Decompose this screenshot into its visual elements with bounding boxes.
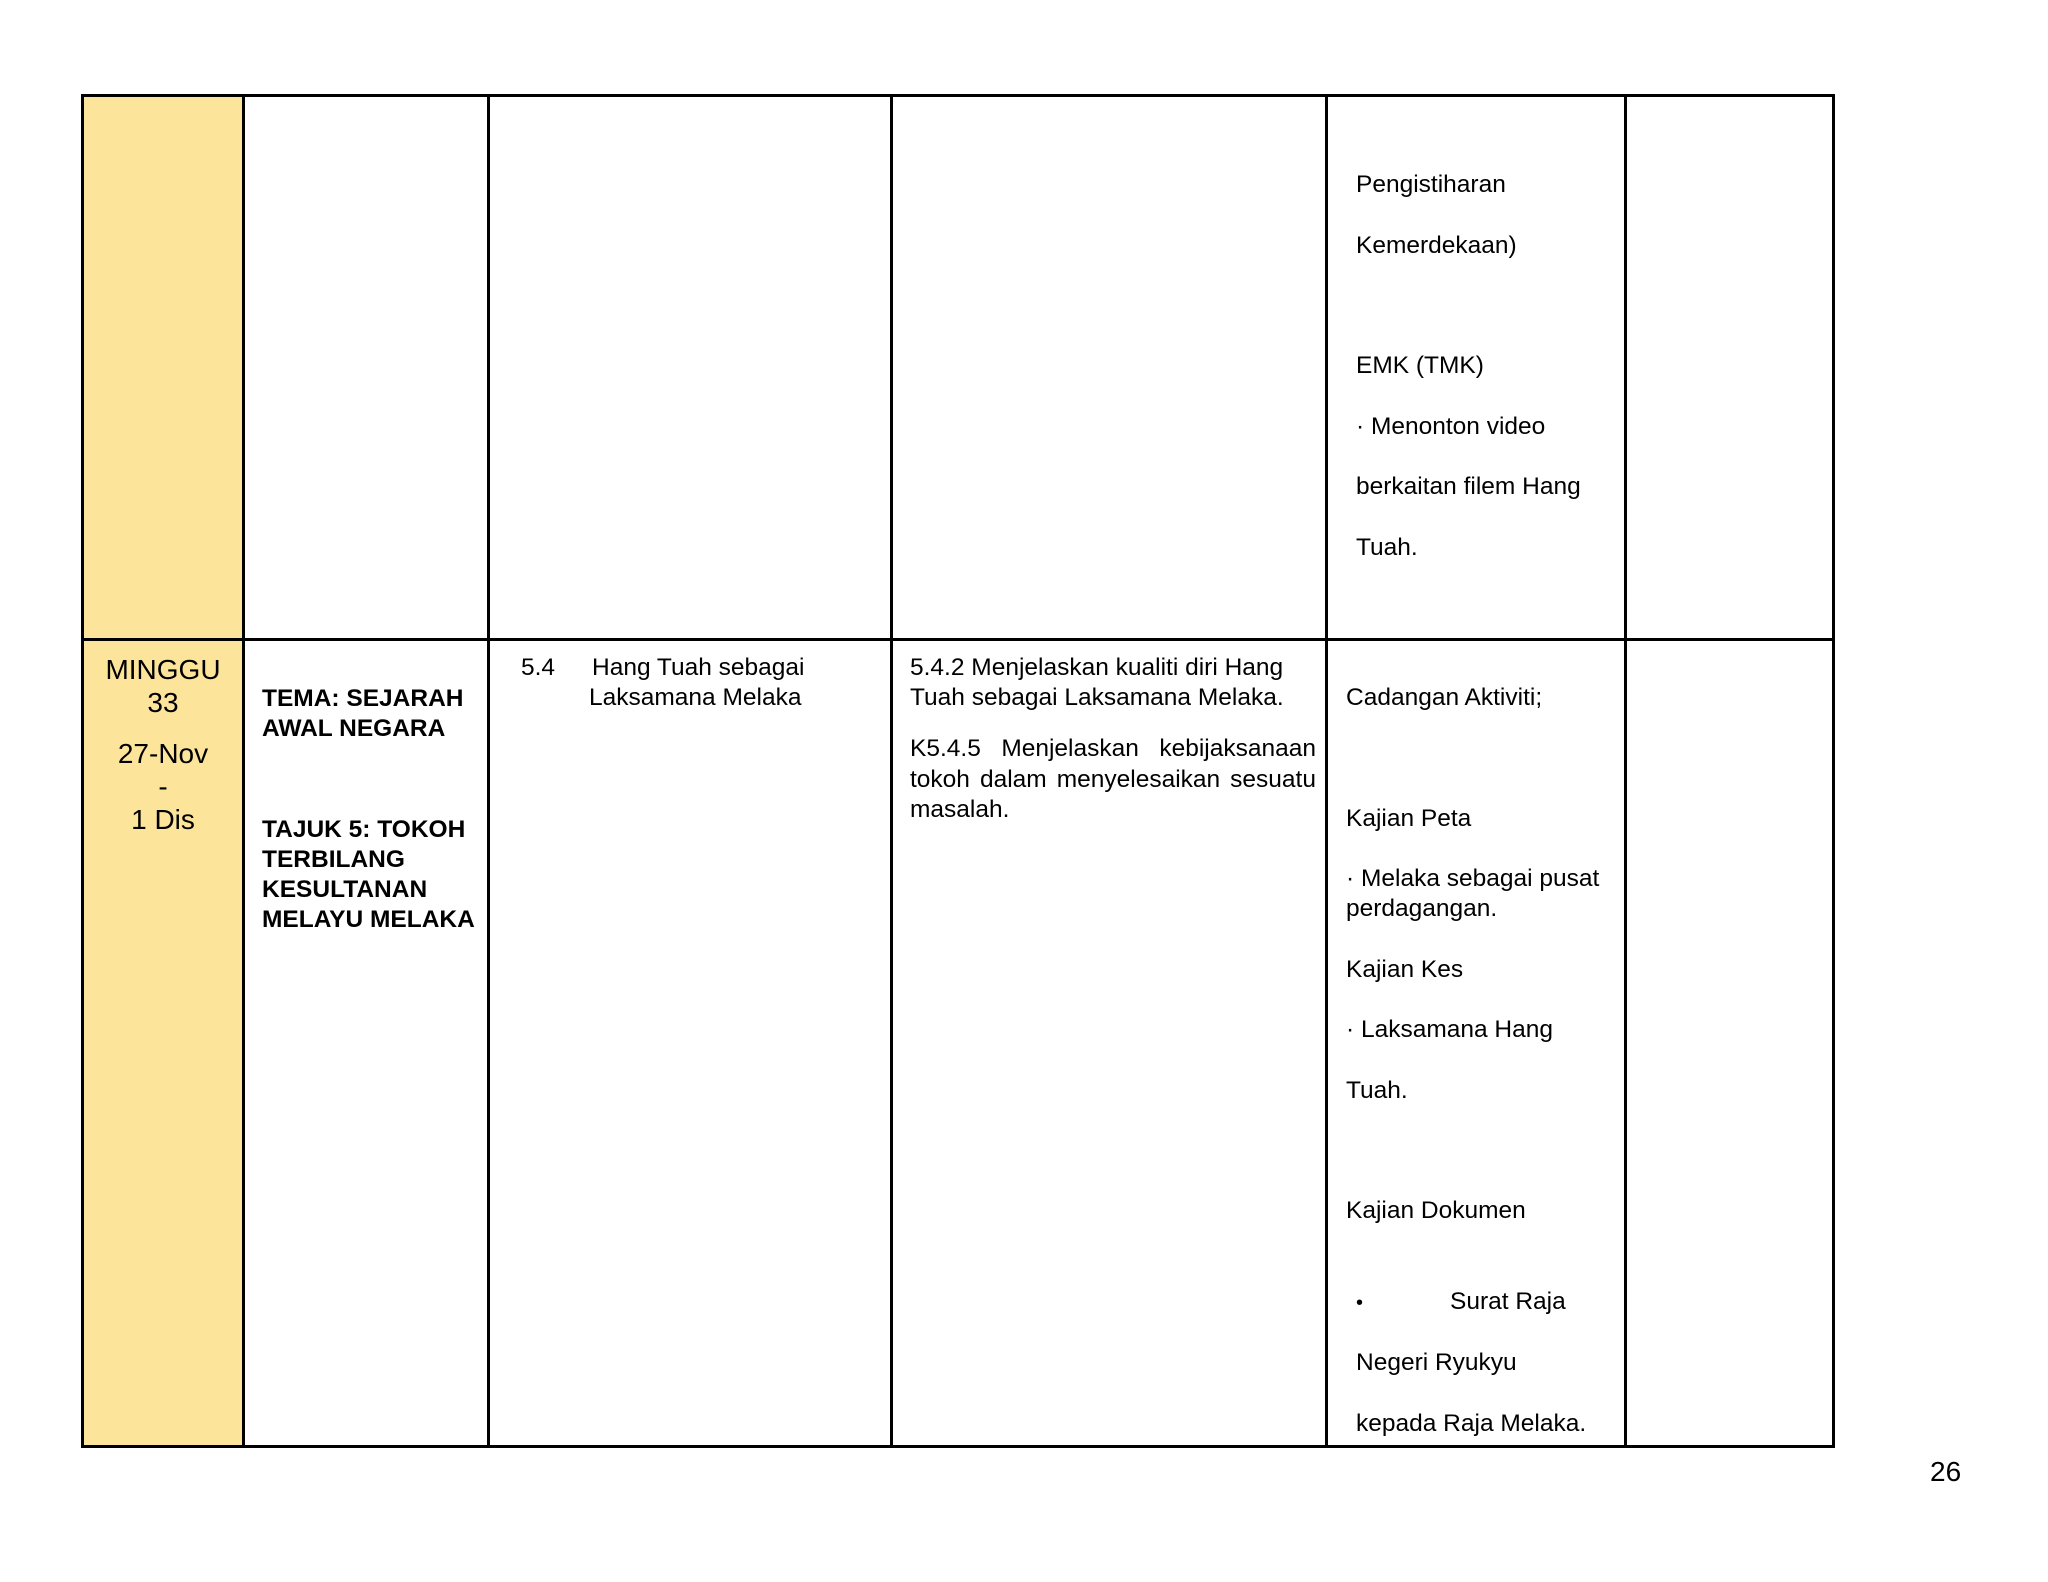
subtopic-title-line: Hang Tuah sebagai — [592, 654, 805, 681]
learning-standard-1: 5.4.2 Menjelaskan kualiti diri Hang Tuah sebagai Laksamana Melaka. — [910, 654, 1284, 712]
map-study-item: · Melaka sebagai pusat perdagangan. — [1346, 865, 1600, 923]
text-line: berkaitan filem Hang — [1356, 473, 1581, 501]
text-line: Kemerdekaan) — [1356, 231, 1517, 259]
subtopic — [521, 653, 805, 713]
activities-heading: Cadangan Aktiviti; — [1346, 684, 1543, 712]
theme-cell — [248, 641, 490, 1445]
subtopic-number: 5.4 — [521, 654, 556, 681]
content-standard-cell — [493, 97, 893, 638]
text-line: Tuah. — [1356, 533, 1418, 561]
week-cell — [84, 641, 245, 1445]
content-standard-cell — [493, 641, 893, 1445]
topic-title: TAJUK 5: TOKOH TERBILANG KESULTANAN MELAYU MELAKA — [262, 816, 475, 933]
activities-cell — [1331, 641, 1627, 1445]
text-line: EMK (TMK) — [1356, 352, 1484, 380]
week-label: MINGGU — [105, 654, 221, 685]
notes-cell — [1630, 641, 1832, 1445]
learning-standard-cell — [896, 97, 1328, 638]
document-study-item — [1346, 1257, 1626, 1445]
text-line: Surat Raja — [1450, 1287, 1566, 1315]
document-study-title: Kajian Dokumen — [1346, 1197, 1526, 1225]
notes-cell — [1630, 97, 1832, 638]
text-line: · Menonton video — [1356, 412, 1546, 440]
case-study-item: · Laksamana Hang — [1346, 1016, 1554, 1044]
table-row — [84, 97, 1832, 641]
lesson-plan-table — [81, 94, 1835, 1448]
bullet-icon: • — [1356, 1291, 1364, 1314]
theme-cell — [248, 97, 490, 638]
case-study-title: Kajian Kes — [1346, 955, 1464, 983]
text-line: kepada Raja Melaka. — [1356, 1409, 1587, 1437]
activities-cell — [1331, 97, 1627, 638]
week-date-end: 1 Dis — [131, 804, 195, 835]
theme-title: TEMA: SEJARAH AWAL NEGARA — [262, 685, 464, 742]
text-line — [1356, 291, 1626, 321]
week-date-dash: - — [158, 771, 168, 802]
text-line: Negeri Ryukyu — [1356, 1349, 1517, 1377]
week-number: 33 — [147, 687, 179, 718]
page-number: 26 — [1930, 1456, 1962, 1487]
week-cell — [84, 97, 245, 638]
week-date-start: 27-Nov — [117, 738, 209, 769]
table-row — [84, 641, 1832, 1445]
text-line — [1356, 593, 1626, 623]
case-study-item: Tuah. — [1346, 1076, 1408, 1104]
learning-standard-2: K5.4.5 Menjelaskan kebijaksanaan tokoh dalam menyelesaikan sesuatu masalah. — [910, 735, 1316, 823]
learning-standard-cell — [896, 641, 1328, 1445]
activities-continuation — [1356, 140, 1626, 638]
text-line: Pengistiharan — [1356, 171, 1506, 199]
map-study-title: Kajian Peta — [1346, 804, 1472, 832]
subtopic-title-line: Laksamana Melaka — [589, 684, 802, 711]
